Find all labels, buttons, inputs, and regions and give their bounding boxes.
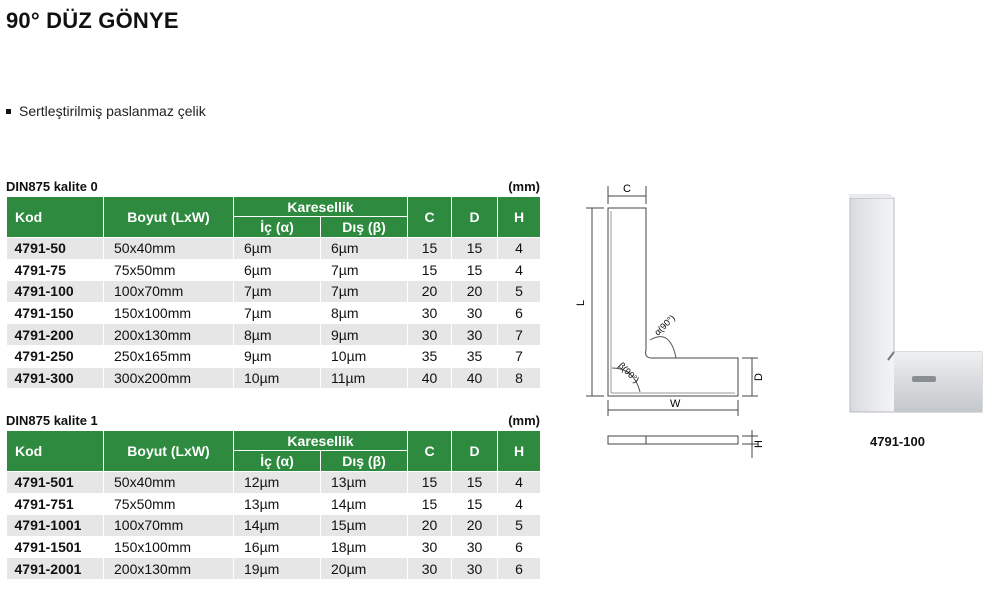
cell-c: 15 — [408, 472, 452, 494]
cell-d: 15 — [452, 493, 498, 515]
table-row — [7, 367, 541, 389]
cell-ic: 9µm — [234, 345, 321, 367]
cell-dis: 9µm — [321, 324, 408, 346]
cell-kod: 4791-501 — [7, 472, 104, 494]
cell-dis: 14µm — [321, 493, 408, 515]
cell-boyut: 100x70mm — [104, 515, 234, 537]
cell-dis: 20µm — [321, 558, 408, 580]
table-row — [7, 302, 541, 324]
cell-ic: 16µm — [234, 536, 321, 558]
cell-ic: 13µm — [234, 493, 321, 515]
cell-d: 30 — [452, 324, 498, 346]
cell-ic: 6µm — [234, 259, 321, 281]
cell-c: 30 — [408, 324, 452, 346]
cell-c: 15 — [408, 238, 452, 260]
spec-table — [6, 430, 541, 580]
cell-dis: 10µm — [321, 345, 408, 367]
cell-h: 5 — [498, 281, 541, 303]
dim-label-d: D — [753, 373, 765, 381]
cell-d: 30 — [452, 536, 498, 558]
cell-h: 5 — [498, 515, 541, 537]
header-kod: Kod — [7, 431, 104, 472]
cell-boyut: 300x200mm — [104, 367, 234, 389]
table-row — [7, 324, 541, 346]
cell-kod: 4791-200 — [7, 324, 104, 346]
spec-table — [6, 196, 541, 389]
cell-kod: 4791-50 — [7, 238, 104, 260]
cell-ic: 19µm — [234, 558, 321, 580]
header-boyut: Boyut (LxW) — [104, 431, 234, 472]
cell-dis: 7µm — [321, 281, 408, 303]
header-c: C — [408, 431, 452, 472]
table-caption-row — [6, 412, 540, 430]
cell-c: 30 — [408, 536, 452, 558]
cell-c: 20 — [408, 281, 452, 303]
cell-h: 4 — [498, 493, 541, 515]
table-caption-row — [6, 178, 540, 196]
table-row — [7, 345, 541, 367]
cell-h: 6 — [498, 302, 541, 324]
cell-c: 35 — [408, 345, 452, 367]
product-photo-label: 4791-100 — [870, 434, 925, 449]
cell-ic: 6µm — [234, 238, 321, 260]
header-ic: İç (α) — [234, 217, 321, 238]
table-row — [7, 558, 541, 580]
cell-c: 15 — [408, 493, 452, 515]
cell-dis: 6µm — [321, 238, 408, 260]
cell-h: 6 — [498, 536, 541, 558]
feature-bullet — [6, 103, 206, 119]
cell-kod: 4791-100 — [7, 281, 104, 303]
header-kod: Kod — [7, 197, 104, 238]
cell-kod: 4791-1501 — [7, 536, 104, 558]
cell-dis: 13µm — [321, 472, 408, 494]
cell-h: 7 — [498, 324, 541, 346]
cell-kod: 4791-250 — [7, 345, 104, 367]
cell-d: 20 — [452, 515, 498, 537]
cell-boyut: 75x50mm — [104, 493, 234, 515]
header-karesellik: Karesellik — [234, 431, 408, 451]
table-row — [7, 259, 541, 281]
cell-boyut: 150x100mm — [104, 302, 234, 324]
cell-boyut: 75x50mm — [104, 259, 234, 281]
cell-h: 6 — [498, 558, 541, 580]
cell-c: 30 — [408, 558, 452, 580]
table-row — [7, 536, 541, 558]
cell-kod: 4791-150 — [7, 302, 104, 324]
cell-boyut: 100x70mm — [104, 281, 234, 303]
cell-dis: 15µm — [321, 515, 408, 537]
table-unit: (mm) — [508, 179, 540, 194]
cell-kod: 4791-2001 — [7, 558, 104, 580]
table-row — [7, 472, 541, 494]
cell-d: 20 — [452, 281, 498, 303]
cell-ic: 7µm — [234, 302, 321, 324]
cell-boyut: 150x100mm — [104, 536, 234, 558]
cell-kod: 4791-300 — [7, 367, 104, 389]
cell-d: 30 — [452, 302, 498, 324]
spec-table-quality-1 — [6, 412, 540, 580]
cell-kod: 4791-1001 — [7, 515, 104, 537]
table-row — [7, 493, 541, 515]
cell-c: 15 — [408, 259, 452, 281]
header-d: D — [452, 431, 498, 472]
square-dimension-diagram — [575, 178, 768, 468]
cell-h: 4 — [498, 238, 541, 260]
cell-h: 4 — [498, 472, 541, 494]
cell-h: 4 — [498, 259, 541, 281]
dim-label-l: L — [575, 299, 587, 306]
cell-dis: 18µm — [321, 536, 408, 558]
header-h: H — [498, 431, 541, 472]
cell-c: 30 — [408, 302, 452, 324]
cell-boyut: 50x40mm — [104, 472, 234, 494]
table-unit: (mm) — [508, 413, 540, 428]
cell-d: 30 — [452, 558, 498, 580]
header-karesellik: Karesellik — [234, 197, 408, 217]
header-c: C — [408, 197, 452, 238]
angle-label-beta: β(90°) — [616, 360, 642, 385]
cell-ic: 8µm — [234, 324, 321, 346]
feature-bullet-text: Sertleştirilmiş paslanmaz çelik — [19, 103, 206, 119]
cell-c: 40 — [408, 367, 452, 389]
angle-label-alpha: α(90°) — [652, 312, 677, 338]
cell-h: 8 — [498, 367, 541, 389]
cell-d: 15 — [452, 238, 498, 260]
header-ic: İç (α) — [234, 451, 321, 472]
cell-ic: 12µm — [234, 472, 321, 494]
dim-label-c: C — [623, 183, 631, 195]
cell-ic: 10µm — [234, 367, 321, 389]
header-h: H — [498, 197, 541, 238]
cell-kod: 4791-75 — [7, 259, 104, 281]
table-caption: DIN875 kalite 0 — [6, 179, 98, 194]
header-boyut: Boyut (LxW) — [104, 197, 234, 238]
table-caption: DIN875 kalite 1 — [6, 413, 98, 428]
cell-boyut: 200x130mm — [104, 558, 234, 580]
cell-dis: 7µm — [321, 259, 408, 281]
cell-c: 20 — [408, 515, 452, 537]
product-photo — [846, 192, 986, 416]
page-title: 90° DÜZ GÖNYE — [6, 8, 179, 33]
cell-boyut: 200x130mm — [104, 324, 234, 346]
table-row — [7, 238, 541, 260]
table-row — [7, 515, 541, 537]
table-row — [7, 281, 541, 303]
cell-d: 15 — [452, 259, 498, 281]
cell-kod: 4791-751 — [7, 493, 104, 515]
header-dis: Dış (β) — [321, 217, 408, 238]
dim-label-h: H — [753, 440, 765, 448]
spec-table-quality-0 — [6, 178, 540, 389]
cell-d: 40 — [452, 367, 498, 389]
cell-dis: 8µm — [321, 302, 408, 324]
cell-boyut: 50x40mm — [104, 238, 234, 260]
cell-d: 15 — [452, 472, 498, 494]
bullet-square-icon — [6, 109, 11, 114]
cell-dis: 11µm — [321, 367, 408, 389]
cell-ic: 14µm — [234, 515, 321, 537]
header-dis: Dış (β) — [321, 451, 408, 472]
cell-ic: 7µm — [234, 281, 321, 303]
dim-label-w: W — [670, 398, 681, 410]
cell-d: 35 — [452, 345, 498, 367]
cell-h: 7 — [498, 345, 541, 367]
cell-boyut: 250x165mm — [104, 345, 234, 367]
header-d: D — [452, 197, 498, 238]
